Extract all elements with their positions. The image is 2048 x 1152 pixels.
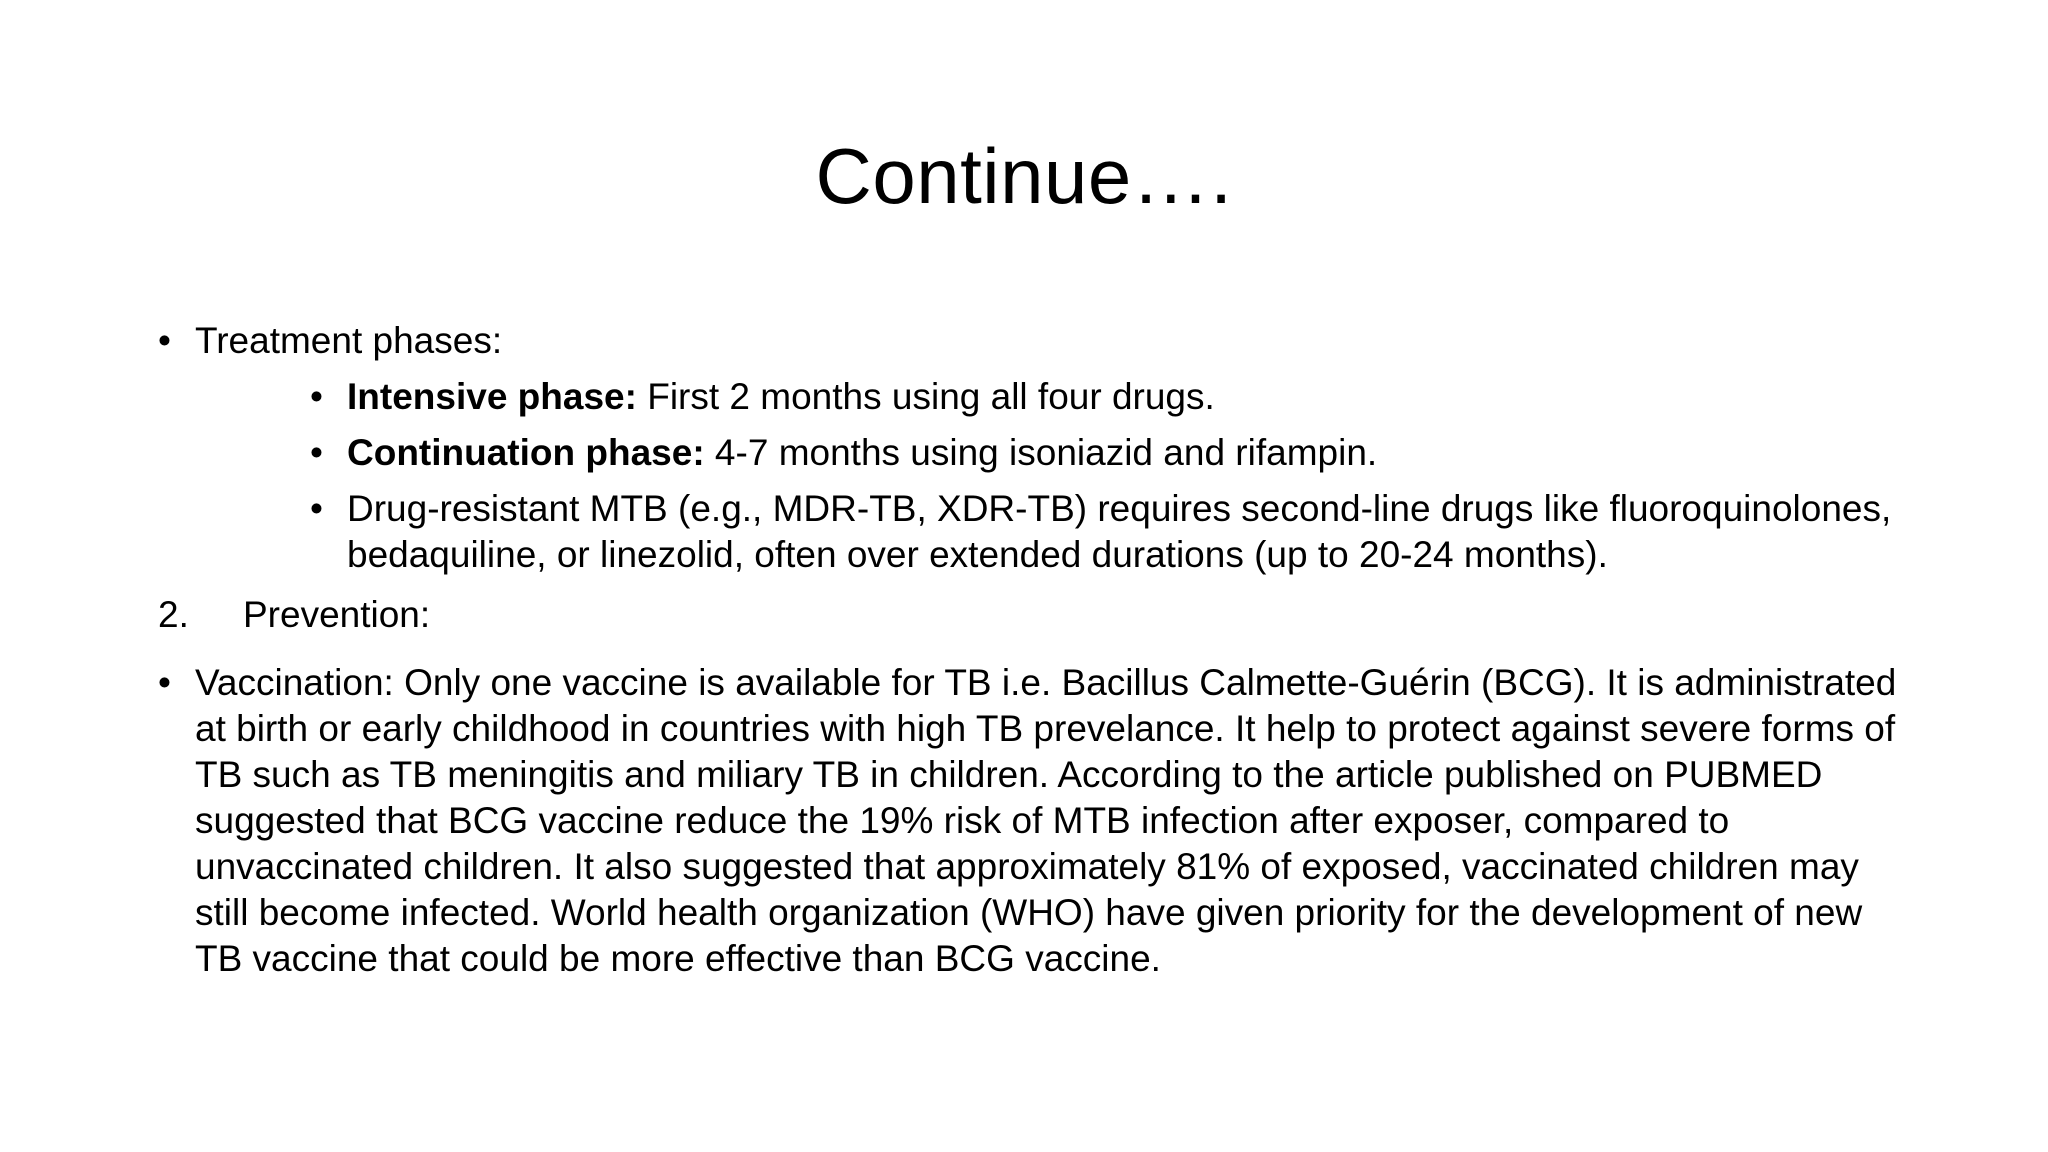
numbered-text: Prevention: bbox=[243, 594, 431, 635]
sub-bullet-intensive-phase bbox=[158, 374, 1918, 420]
bullet-text: 4-7 months using isoniazid and rifampin. bbox=[704, 432, 1378, 473]
bullet-text: First 2 months using all four drugs. bbox=[636, 376, 1215, 417]
bullet-item-treatment-phases bbox=[158, 318, 1918, 364]
slide-body bbox=[158, 318, 1918, 982]
numbered-item-prevention bbox=[158, 592, 1918, 638]
bullet-icon: • bbox=[310, 488, 323, 529]
slide-title: Continue…. bbox=[815, 132, 1233, 220]
bullet-item-vaccination bbox=[158, 660, 1918, 982]
bullet-bold-label: Continuation phase: bbox=[347, 432, 705, 473]
bullet-text: Treatment phases: bbox=[195, 320, 503, 361]
bullet-icon: • bbox=[158, 662, 171, 703]
item-number: 2. bbox=[158, 594, 189, 635]
sub-bullet-continuation-phase bbox=[158, 430, 1918, 476]
bullet-icon: • bbox=[158, 320, 171, 361]
bullet-bold-label: Intensive phase: bbox=[347, 376, 637, 417]
bullet-text: Vaccination: Only one vaccine is available for TB i.e. Bacillus Calmette-Guérin (BCG). It is administrated at birth or early childhood in countries with high TB prevelance. It help to protect against severe forms of TB such as TB meningitis and miliary TB in children. According to the article published on PUBMED suggested that BCG vaccine reduce the 19% risk of MTB infection after exposer, compared to unvaccinated children. It also suggested that approximately 81% of exposed, vaccinated children may still become infected. World health organization (WHO) have given priority for the development of new TB vaccine that could be more effective than BCG vaccine. bbox=[195, 662, 1897, 979]
bullet-icon: • bbox=[310, 376, 323, 417]
bullet-icon: • bbox=[310, 432, 323, 473]
bullet-text: Drug-resistant MTB (e.g., MDR-TB, XDR-TB) requires second-line drugs like fluoroquinolones, bedaquiline, or linezolid, often over extended durations (up to 20-24 months). bbox=[347, 488, 1892, 575]
sub-bullet-drug-resistant bbox=[158, 486, 1918, 578]
